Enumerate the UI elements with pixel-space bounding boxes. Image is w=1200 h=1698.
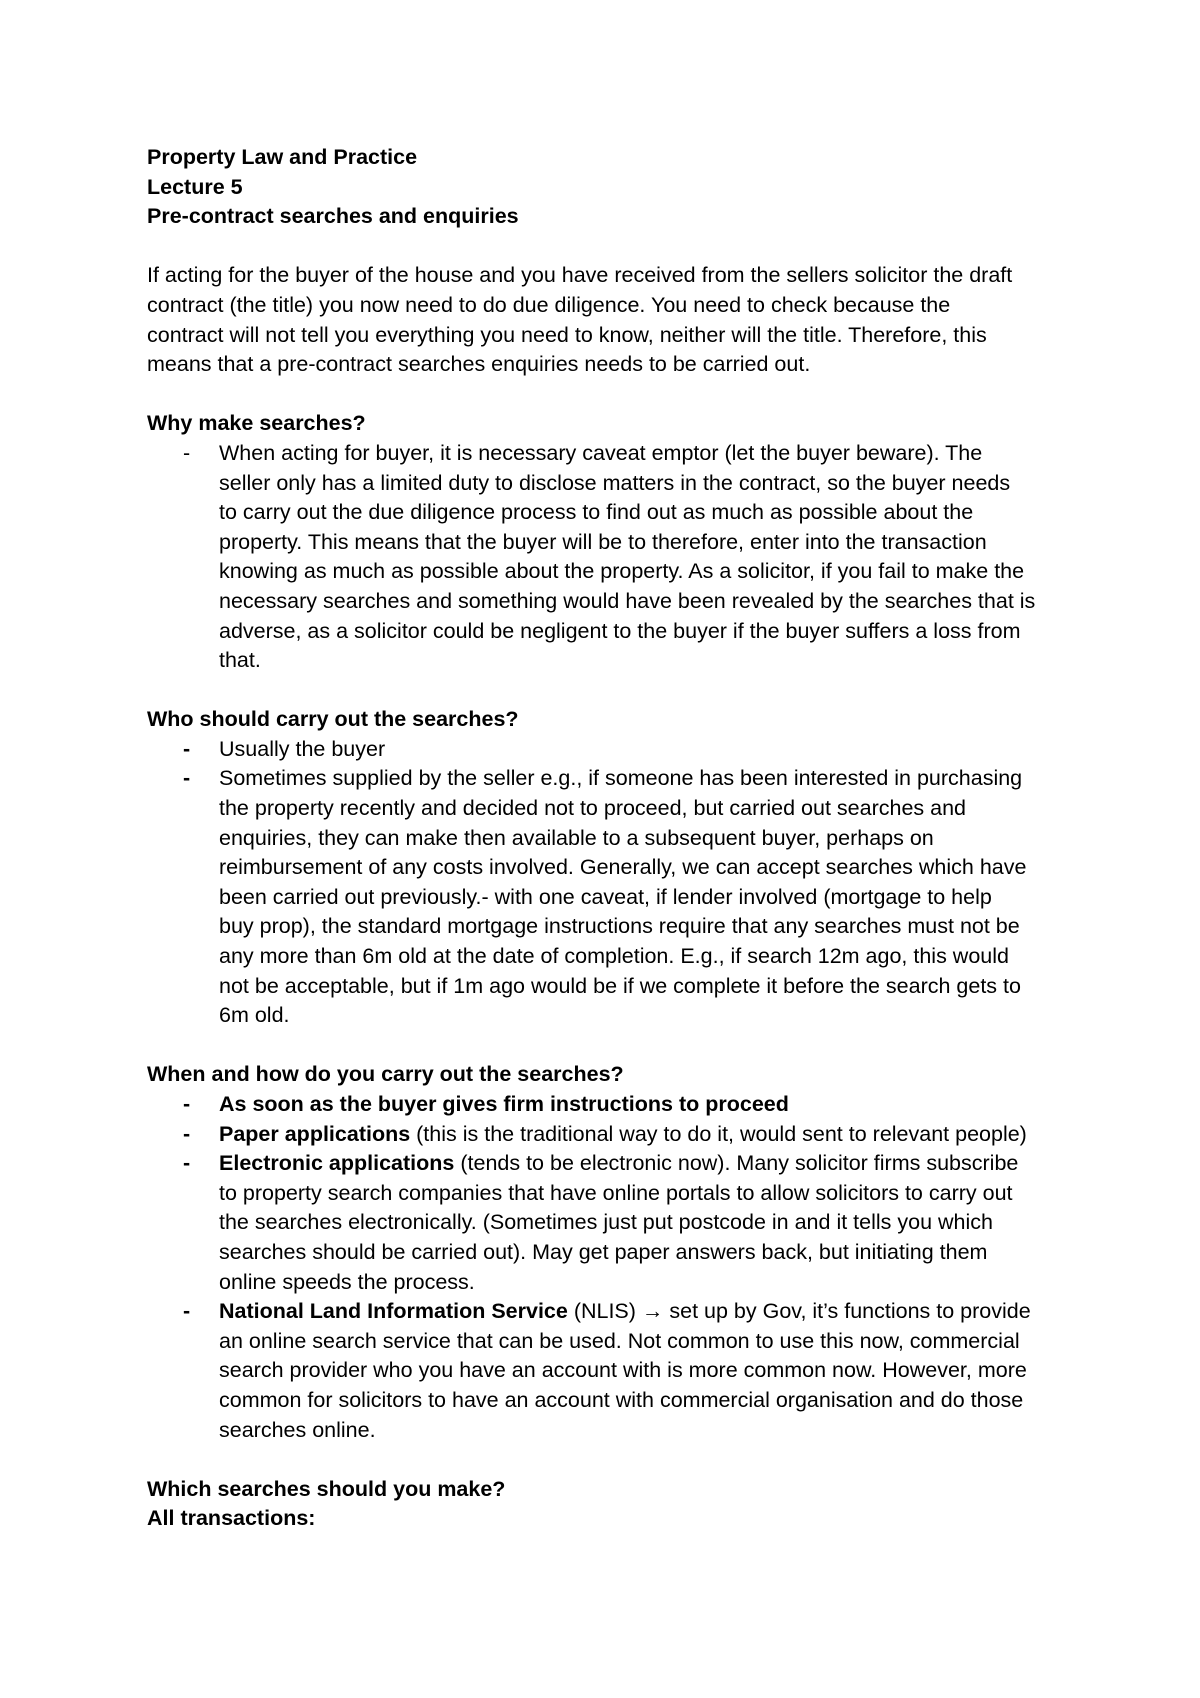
- item-line: search provider who you have an account with is more common now. However, more: [219, 1358, 1027, 1383]
- list-item: [147, 1090, 1077, 1120]
- item-line: to carry out the due diligence process to find out as much as possible about the: [219, 500, 974, 525]
- term-description: (NLIS) → set up by Gov, it’s functions to provide: [567, 1299, 1031, 1324]
- lecture-number: Lecture 5: [147, 174, 243, 199]
- term-description: (this is the traditional way to do it, would sent to relevant people): [410, 1121, 1027, 1146]
- item-line: buy prop), the standard mortgage instructions require that any searches must not be: [219, 914, 1020, 939]
- term-label: National Land Information Service: [219, 1299, 568, 1324]
- which-subheading: All transactions:: [147, 1506, 316, 1531]
- dash-bullet: -: [183, 736, 191, 761]
- list-item: [147, 735, 1077, 765]
- item-line: When acting for buyer, it is necessary caveat emptor (let the buyer beware). The: [219, 440, 983, 465]
- item-line: the property recently and decided not to proceed, but carried out searches and: [219, 796, 966, 821]
- item-line: to property search companies that have online portals to allow solicitors to carry out: [219, 1180, 1013, 1205]
- spacer: [147, 676, 1077, 706]
- item-line: adverse, as a solicitor could be negligent to the buyer if the buyer suffers a loss from: [219, 618, 1021, 643]
- dash-bullet: -: [183, 440, 191, 465]
- item-line: online speeds the process.: [219, 1269, 475, 1294]
- item-line: Usually the buyer: [219, 736, 386, 761]
- term-label: Paper applications: [219, 1121, 411, 1146]
- dash-bullet: -: [183, 766, 191, 791]
- list-item: [147, 1120, 1077, 1150]
- intro-line: If acting for the buyer of the house and you have received from the sellers solicitor the draft: [147, 263, 1013, 288]
- item-line: necessary searches and something would have been revealed by the searches that is: [219, 588, 1036, 613]
- document-page: [147, 143, 1077, 1534]
- item-line: [219, 1120, 1077, 1150]
- intro-line: means that a pre-contract searches enquiries needs to be carried out.: [147, 352, 811, 377]
- item-line: been carried out previously.- with one caveat, if lender involved (mortgage to help: [219, 884, 992, 909]
- item-line: searches should be carried out). May get paper answers back, but initiating them: [219, 1239, 988, 1264]
- spacer: [147, 380, 1077, 410]
- spacer: [147, 1445, 1077, 1475]
- item-line: Sometimes supplied by the seller e.g., if someone has been interested in purchasing: [219, 766, 1023, 791]
- intro-paragraph: [147, 261, 1077, 379]
- who-list: [147, 735, 1077, 1031]
- item-line: property. This means that the buyer will be to therefore, enter into the transaction: [219, 529, 987, 554]
- dash-bullet: -: [183, 1121, 191, 1146]
- intro-line: contract will not tell you everything you need to know, neither will the title. Therefore, this: [147, 322, 987, 347]
- intro-line: contract (the title) you now need to do due diligence. You need to check because the: [147, 292, 951, 317]
- item-line: [219, 1149, 1077, 1179]
- item-line: seller only has a limited duty to disclose matters in the contract, so the buyer needs: [219, 470, 1011, 495]
- item-line: enquiries, they can make then available to a subsequent buyer, perhaps on: [219, 825, 934, 850]
- item-line: [219, 1297, 1077, 1327]
- list-item: [147, 764, 1077, 1030]
- term-description: (tends to be electronic now). Many solicitor firms subscribe: [454, 1151, 1019, 1176]
- when-list: [147, 1090, 1077, 1445]
- spacer: [147, 232, 1077, 262]
- why-heading: Why make searches?: [147, 411, 366, 436]
- lecture-topic: Pre-contract searches and enquiries: [147, 204, 519, 229]
- item-line: common for solicitors to have an account with commercial organisation and do those: [219, 1387, 1024, 1412]
- document-title: Property Law and Practice: [147, 145, 418, 169]
- item-line: As soon as the buyer gives firm instructions to proceed: [219, 1092, 789, 1116]
- list-item: [147, 439, 1077, 676]
- which-heading: Which searches should you make?: [147, 1476, 506, 1501]
- item-line: the searches electronically. (Sometimes just put postcode in and it tells you which: [219, 1210, 993, 1235]
- item-line: searches online.: [219, 1417, 376, 1442]
- dash-bullet: -: [183, 1092, 191, 1116]
- term-label: Electronic applications: [219, 1151, 455, 1176]
- dash-bullet: -: [183, 1299, 191, 1324]
- list-item: [147, 1297, 1077, 1445]
- item-line: not be acceptable, but if 1m ago would be if we complete it before the search gets to: [219, 973, 1021, 998]
- item-line: an online search service that can be used. Not common to use this now, commercial: [219, 1328, 1020, 1353]
- item-line: that.: [219, 648, 261, 673]
- why-list: [147, 439, 1077, 676]
- item-line: any more than 6m old at the date of completion. E.g., if search 12m ago, this would: [219, 944, 1009, 969]
- dash-bullet: -: [183, 1151, 191, 1176]
- when-heading: When and how do you carry out the searches?: [147, 1062, 624, 1087]
- item-line: reimbursement of any costs involved. Generally, we can accept searches which have: [219, 855, 1027, 880]
- who-heading: Who should carry out the searches?: [147, 707, 519, 732]
- list-item: [147, 1149, 1077, 1297]
- item-line: 6m old.: [219, 1003, 290, 1028]
- spacer: [147, 1031, 1077, 1061]
- item-line: knowing as much as possible about the property. As a solicitor, if you fail to make the: [219, 559, 1025, 584]
